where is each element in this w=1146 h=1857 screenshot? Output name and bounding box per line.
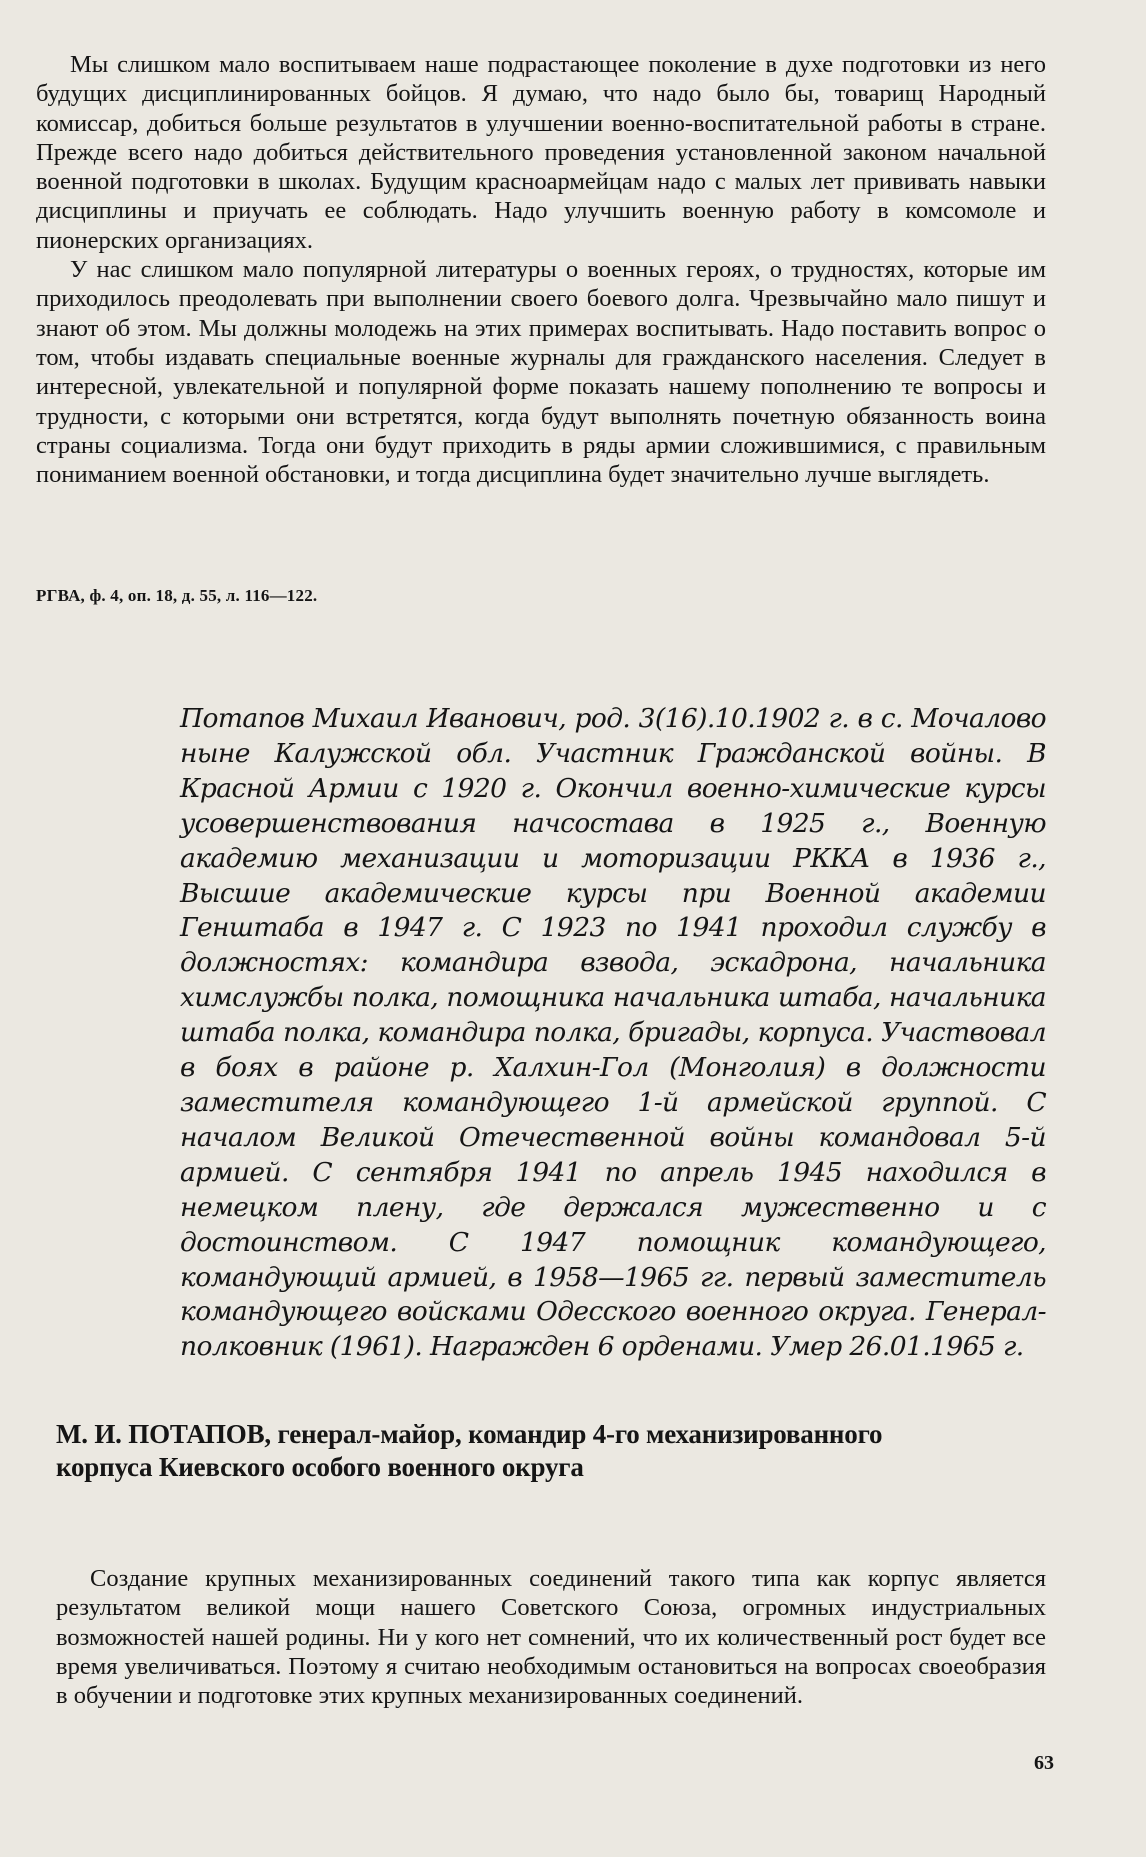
speech-excerpt [36,50,1046,489]
paragraph-mechanized-corps: Создание крупных механизированных соединений такого типа как корпус является результатом великой мощи нашего Советского Союза, огромных индустриальных возможностей нашей родины. Ни у кого нет сомнений, что их количественный рост будет все время увеличиваться. Поэтому я считаю необходимым остановиться на вопросах своеобразия в обучении и подготовке этих крупных механизированных соединений. [56,1565,1046,1710]
section-heading: М. И. ПОТАПОВ, генерал-майор, командир 4-го механизированного корпуса Киевского особого военного округа [56,1419,883,1482]
archive-source-reference: РГВА, ф. 4, оп. 18, д. 55, л. 116—122. [36,586,318,605]
paragraph-military-literature: У нас слишком мало популярной литературы о военных героях, о трудностях, которые им приходилось преодолевать при выполнении своего боевого долга. Чрезвычайно мало пишут и знают об этом. Мы должны молодежь на этих примерах воспитывать. Надо поставить вопрос о том, чтобы издавать специальные военные журналы для гражданского населения. Следует в интересной, увлекательной и популярной форме показать нашему пополнению те вопросы и трудности, с которыми они встретятся, когда будут выполнять почетную обязанность воина страны социализма. Тогда они будут приходить в ряды армии сложившимися, с правильным пониманием военной обстановки, и тогда дисциплина будет значительно лучше выглядеть. [36,256,1046,489]
paragraph-military-education: Мы слишком мало воспитываем наше подрастающее поколение в духе подготовки из него будущих дисциплинированных бойцов. Я думаю, что надо было бы, товарищ Народный комиссар, добиться больше результатов в улучшении военно-воспитательной работы в стране. Прежде всего надо добиться действительного проведения установленной законом начальной военной подготовки в школах. Будущим красноармейцам надо с малых лет прививать навыки дисциплины и приучать ее соблюдать. Надо улучшить военную работу в комсомоле и пионерских организациях. [36,51,1046,254]
page-number: 63 [1034,1752,1054,1774]
biography-note: Потапов Михаил Иванович, род. 3(16).10.1902 г. в с. Мочалово ныне Калужской обл. Участник Гражданской войны. В Красной Армии с 1920 г. Окончил военно-химические курсы усовершенствования начсостава в 1925 г., Военную академию механизации и моторизации РККА в 1936 г., Высшие академические курсы при Военной академии Генштаба в 1947 г. С 1923 по 1941 проходил службу в должностях: командира взвода, эскадрона, начальника химслужбы полка, помощника начальника штаба, начальника штаба полка, командира полка, бригады, корпуса. Участвовал в боях в районе р. Халхин-Гол (Монголия) в должности заместителя командующего 1-й армейской группой. С началом Великой Отечественной войны командовал 5-й армией. С сентября 1941 по апрель 1945 находился в немецком плену, где держался мужественно и с достоинством. С 1947 помощник командующего, командующий армией, в 1958—1965 гг. первый заместитель командующего войсками Одесского военного округа. Генерал-полковник (1961). Награжден 6 орденами. Умер 26.01.1965 г. [180,703,1046,1363]
speech-excerpt-potapov [56,1564,1046,1710]
